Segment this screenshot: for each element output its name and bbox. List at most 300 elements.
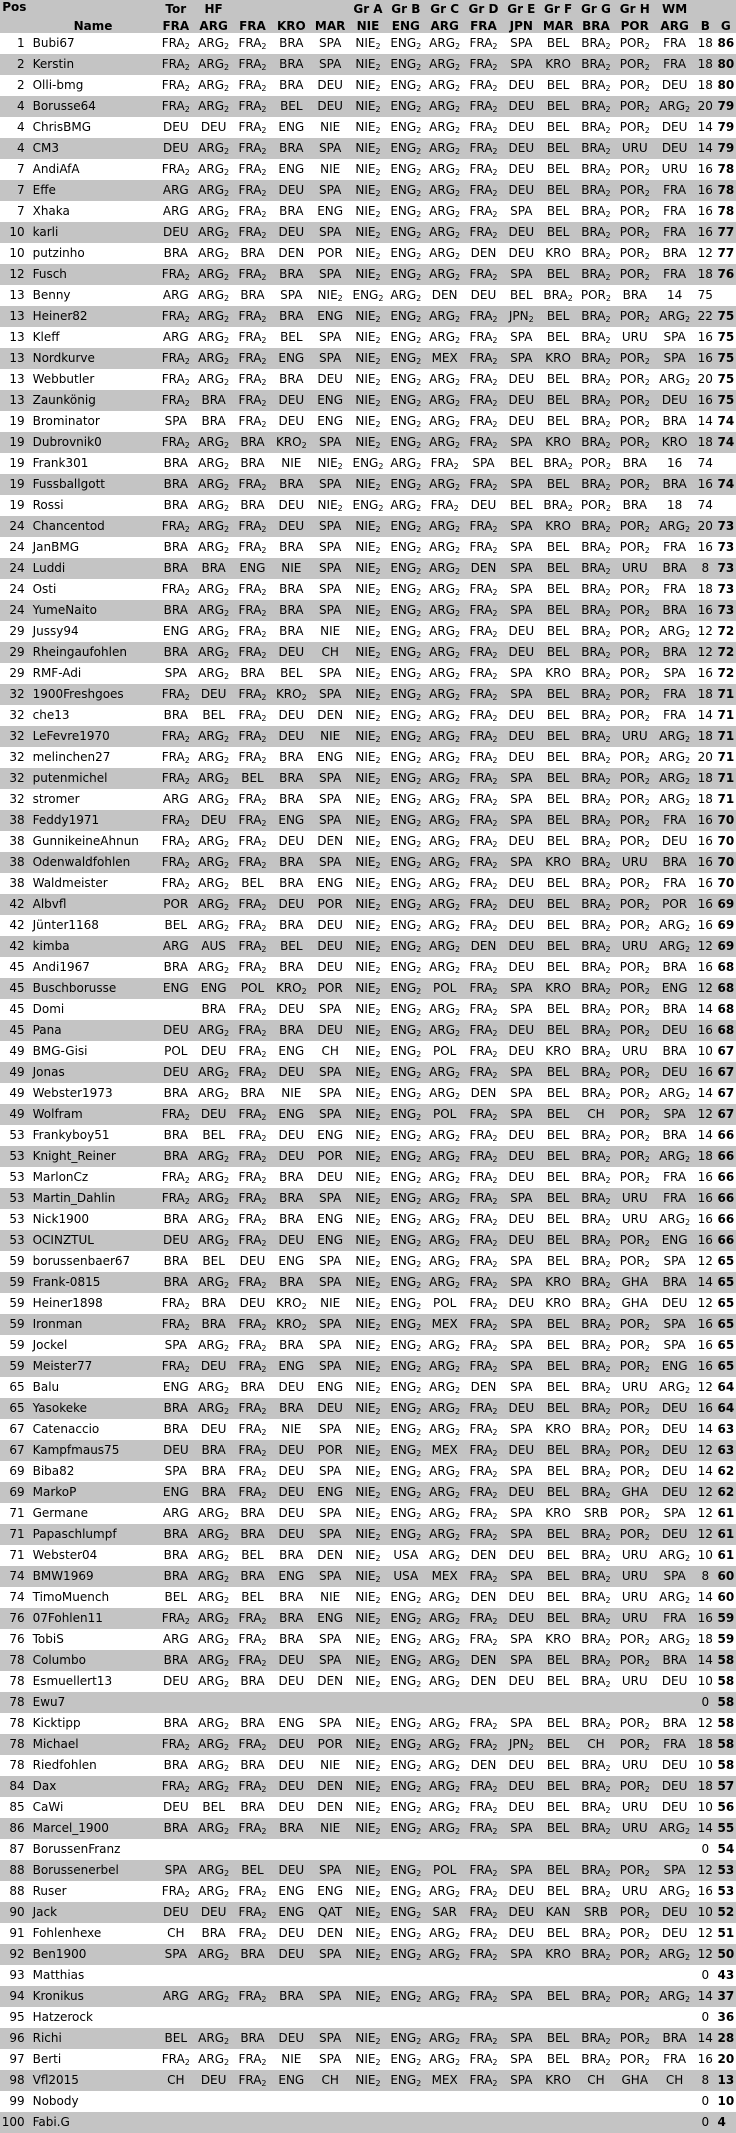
tip-cell: FRA2 xyxy=(464,1818,503,1839)
tip-cell: MEX xyxy=(425,348,464,369)
tip-cell: URU xyxy=(615,726,654,747)
tip-cell: $NIE_2$ xyxy=(350,789,387,810)
tip-cell: DEU xyxy=(272,1671,311,1692)
tip-cell: ARG xyxy=(157,285,194,306)
tip-cell: GHA xyxy=(615,1482,654,1503)
points-cell: 67 xyxy=(716,1083,736,1104)
table-row xyxy=(0,222,736,243)
bonus-cell: 74 xyxy=(695,453,715,474)
tip-cell: $NIE_2$ xyxy=(350,768,387,789)
tip-cell: $FRA_2$ xyxy=(464,54,503,75)
tip-cell: BRA2 xyxy=(577,1566,616,1587)
tip-cell: $ARG_2$ xyxy=(194,1020,233,1041)
points-cell: 80 xyxy=(716,75,736,96)
table-row xyxy=(0,306,736,327)
tip-cell: DEU xyxy=(503,222,540,243)
tip-cell: $ARG_2$ xyxy=(425,516,464,537)
tip-cell: $POR_2$ xyxy=(615,1125,654,1146)
points-cell: 70 xyxy=(716,852,736,873)
bonus-cell: 20 xyxy=(695,96,715,117)
tip-cell: SPA xyxy=(503,1377,540,1398)
tip-cell: BEL xyxy=(540,1671,577,1692)
tip-cell: DEU xyxy=(233,1293,272,1314)
tip-cell: $ARG_2$ xyxy=(425,306,464,327)
tip-cell: $NIE_2$ xyxy=(350,474,387,495)
tip-cell: $FRA_2$ xyxy=(157,873,194,894)
tip-cell: $FRA_2$ xyxy=(464,789,503,810)
bonus-cell: 0 xyxy=(695,2112,715,2133)
points-cell: 56 xyxy=(716,1797,736,1818)
table-row xyxy=(0,705,736,726)
tip-cell: MEX xyxy=(425,1440,464,1461)
tip-cell: BRA xyxy=(615,495,654,516)
tip-cell: SPA xyxy=(503,600,540,621)
tip-cell: $FRA_2$ xyxy=(464,369,503,390)
tip-cell: DEU xyxy=(194,1104,233,1125)
tip-cell: $FRA_2$ xyxy=(233,684,272,705)
tip-cell xyxy=(194,2112,233,2133)
tip-cell: BEL xyxy=(233,1545,272,1566)
tip-cell: SPA xyxy=(311,999,350,1020)
tip-cell: $ENG_2$ xyxy=(386,96,425,117)
tip-cell: BRA xyxy=(157,537,194,558)
tip-cell: $FRA_2$ xyxy=(157,768,194,789)
tip-cell: $BRA_2$ xyxy=(540,495,577,516)
tip-cell: BEL xyxy=(540,117,577,138)
tip-cell: SPA xyxy=(654,1335,695,1356)
tip-cell: DEN xyxy=(464,1671,503,1692)
table-row xyxy=(0,2049,736,2070)
tip-cell: SPA xyxy=(503,663,540,684)
tip-cell: BEL xyxy=(540,1881,577,1902)
tip-cell xyxy=(233,2091,272,2112)
tip-cell: BRA xyxy=(233,495,272,516)
points-cell: 75 xyxy=(716,348,736,369)
pos-cell: 100 xyxy=(0,2112,29,2133)
tip-cell: DEU xyxy=(311,369,350,390)
bonus-cell: 12 xyxy=(695,621,715,642)
tip-cell: DEU xyxy=(157,117,194,138)
tip-cell: SPA xyxy=(311,516,350,537)
tip-cell: $ENG_2$ xyxy=(386,1272,425,1293)
table-row xyxy=(0,768,736,789)
tip-cell: $NIE_2$ xyxy=(311,453,350,474)
tip-cell: BRA xyxy=(272,1545,311,1566)
tip-cell: ENG xyxy=(272,1041,311,1062)
points-cell: 62 xyxy=(716,1461,736,1482)
bonus-cell: 16 xyxy=(695,2049,715,2070)
tip-cell: ENG xyxy=(311,1377,350,1398)
tip-cell: $NIE_2$ xyxy=(350,957,387,978)
tip-cell: $ARG_2$ xyxy=(654,369,695,390)
tip-cell: $ENG_2$ xyxy=(386,810,425,831)
tip-cell: BRA xyxy=(272,306,311,327)
tip-cell: DEU xyxy=(503,1230,540,1251)
tip-cell: ENG2 xyxy=(386,1608,425,1629)
bonus-cell: 20 xyxy=(695,516,715,537)
tip-cell: ENG2 xyxy=(386,1734,425,1755)
tip-cell: BRA xyxy=(233,1713,272,1734)
table-row xyxy=(0,432,736,453)
tip-cell: URU xyxy=(615,138,654,159)
points-cell: 54 xyxy=(716,1839,736,1860)
tip-cell: DEU xyxy=(194,117,233,138)
tip-cell: SPA xyxy=(503,789,540,810)
table-row xyxy=(0,621,736,642)
bonus-cell: 16 xyxy=(695,222,715,243)
tip-cell: $FRA_2$ xyxy=(157,369,194,390)
tip-cell: $FRA_2$ xyxy=(233,537,272,558)
tip-cell: BEL xyxy=(157,915,194,936)
tip-cell: BRA xyxy=(272,621,311,642)
tip-cell: BEL xyxy=(540,915,577,936)
tip-cell: DEU xyxy=(503,894,540,915)
pos-cell: 19 xyxy=(0,411,29,432)
tip-cell: SPA xyxy=(503,1461,540,1482)
tip-cell: POR2 xyxy=(615,1524,654,1545)
tip-cell: FRA2 xyxy=(233,1482,272,1503)
tip-cell: $FRA_2$ xyxy=(233,1272,272,1293)
table-row xyxy=(0,264,736,285)
tip-cell: $ARG_2$ xyxy=(194,1335,233,1356)
tip-cell: SPA xyxy=(654,348,695,369)
tip-cell xyxy=(311,1965,350,1986)
name-cell: Pana xyxy=(29,1020,158,1041)
tip-cell: FRA2 xyxy=(233,1734,272,1755)
tip-cell: MEX xyxy=(425,1314,464,1335)
tip-cell: $FRA_2$ xyxy=(233,348,272,369)
points-cell: 43 xyxy=(716,1965,736,1986)
tip-cell: POR2 xyxy=(615,1986,654,2007)
tip-cell: $ARG_2$ xyxy=(386,285,425,306)
tip-cell: $ARG_2$ xyxy=(194,453,233,474)
pos-cell: 71 xyxy=(0,1503,29,1524)
tip-cell: FRA2 xyxy=(464,1881,503,1902)
tip-cell: ARG2 xyxy=(194,1734,233,1755)
tip-cell: BRA xyxy=(157,1566,194,1587)
tip-cell: DEU xyxy=(503,369,540,390)
tip-cell: ARG2 xyxy=(194,1545,233,1566)
points-cell: 77 xyxy=(716,222,736,243)
tip-cell: POL xyxy=(157,1041,194,1062)
tip-cell: USA xyxy=(386,1545,425,1566)
tip-cell: BEL xyxy=(540,957,577,978)
pos-cell: 4 xyxy=(0,138,29,159)
tip-cell: SPA xyxy=(654,1314,695,1335)
points-cell: 75 xyxy=(716,390,736,411)
name-cell: YumeNaito xyxy=(29,600,158,621)
tip-cell: $FRA_2$ xyxy=(464,1398,503,1419)
tip-cell: NIE2 xyxy=(350,1566,387,1587)
tip-cell: $FRA_2$ xyxy=(233,180,272,201)
bonus-cell: 14 xyxy=(695,1125,715,1146)
tip-cell: DEU xyxy=(503,1209,540,1230)
tip-cell: SPA xyxy=(503,54,540,75)
tip-cell: $FRA_2$ xyxy=(157,159,194,180)
name-cell: Michael xyxy=(29,1734,158,1755)
tip-cell: DEU xyxy=(194,1419,233,1440)
tip-cell: $FRA_2$ xyxy=(157,96,194,117)
tip-cell xyxy=(386,1692,425,1713)
tip-cell: $FRA_2$ xyxy=(157,348,194,369)
tip-cell: DEU xyxy=(272,1230,311,1251)
table-row xyxy=(0,1398,736,1419)
tip-cell: POR2 xyxy=(615,2049,654,2070)
tip-cell: POR2 xyxy=(615,1902,654,1923)
bonus-cell: 14 xyxy=(695,1986,715,2007)
tip-cell: BEL xyxy=(540,411,577,432)
points-cell: 58 xyxy=(716,1671,736,1692)
bonus-cell: 0 xyxy=(695,1965,715,1986)
points-cell: 65 xyxy=(716,1272,736,1293)
table-row xyxy=(0,747,736,768)
points-cell: 61 xyxy=(716,1503,736,1524)
name-cell: putzinho xyxy=(29,243,158,264)
tip-cell: BRA2 xyxy=(577,1650,616,1671)
tip-cell: $ENG_2$ xyxy=(386,537,425,558)
tip-cell: $BRA_2$ xyxy=(577,621,616,642)
tip-cell: $NIE_2$ xyxy=(350,621,387,642)
tip-cell: $NIE_2$ xyxy=(350,1230,387,1251)
tip-cell: BRA xyxy=(157,957,194,978)
tip-cell: SPA xyxy=(503,1650,540,1671)
name-cell: MarkoP xyxy=(29,1482,158,1503)
tip-cell: $FRA_2$ xyxy=(233,894,272,915)
tip-cell: BRA2 xyxy=(577,1860,616,1881)
tip-cell xyxy=(157,1965,194,1986)
tip-cell: FRA2 xyxy=(233,2070,272,2091)
tip-cell: BRA xyxy=(157,1713,194,1734)
tip-cell: BRA xyxy=(272,1209,311,1230)
tip-cell: $FRA_2$ xyxy=(464,390,503,411)
tip-cell: $BRA_2$ xyxy=(577,1188,616,1209)
header-top-cell: Gr G xyxy=(577,0,616,16)
name-cell: Heiner1898 xyxy=(29,1293,158,1314)
tip-cell xyxy=(615,2091,654,2112)
bonus-cell: 0 xyxy=(695,2091,715,2112)
tip-cell: BEL xyxy=(540,1734,577,1755)
tip-cell: $ARG_2$ xyxy=(425,1020,464,1041)
tip-cell xyxy=(464,1839,503,1860)
tip-cell: $POR_2$ xyxy=(615,306,654,327)
tip-cell: $ARG_2$ xyxy=(425,1209,464,1230)
tip-cell: SPA xyxy=(503,852,540,873)
tip-cell: $BRA_2$ xyxy=(577,180,616,201)
tip-cell: $JPN_2$ xyxy=(503,306,540,327)
points-cell: 67 xyxy=(716,1062,736,1083)
tip-cell: $FRA_2$ xyxy=(464,705,503,726)
tip-cell: $ARG_2$ xyxy=(194,1377,233,1398)
tip-cell: ENG xyxy=(272,1881,311,1902)
tip-cell: $ENG_2$ xyxy=(386,201,425,222)
header-bottom-cell: G xyxy=(716,16,736,33)
tip-cell: BRA xyxy=(157,1650,194,1671)
tip-cell: $POR_2$ xyxy=(615,264,654,285)
tip-cell: USA xyxy=(386,1566,425,1587)
tip-cell: FRA2 xyxy=(233,2049,272,2070)
tip-cell: BRA xyxy=(157,1524,194,1545)
tip-cell: $ARG_2$ xyxy=(194,789,233,810)
tip-cell xyxy=(503,2007,540,2028)
tip-cell: ENG xyxy=(272,1104,311,1125)
tip-cell: $FRA_2$ xyxy=(233,1020,272,1041)
tip-cell: DEU xyxy=(272,1146,311,1167)
points-cell: 68 xyxy=(716,957,736,978)
points-cell: 58 xyxy=(716,1650,736,1671)
table-row xyxy=(0,1818,736,1839)
tip-cell: SPA xyxy=(157,1860,194,1881)
tip-cell: $NIE_2$ xyxy=(350,1146,387,1167)
tip-cell: SPA xyxy=(503,432,540,453)
tip-cell: $ARG_2$ xyxy=(194,180,233,201)
tip-cell: NIE2 xyxy=(350,1713,387,1734)
tip-cell: $FRA_2$ xyxy=(464,768,503,789)
tip-cell: DEU xyxy=(503,831,540,852)
tip-cell: FRA xyxy=(654,222,695,243)
tip-cell: $ARG_2$ xyxy=(194,957,233,978)
tip-cell: $ARG_2$ xyxy=(654,726,695,747)
tip-cell: ARG xyxy=(157,180,194,201)
tip-cell: $NIE_2$ xyxy=(350,1167,387,1188)
tip-cell: FRA2 xyxy=(464,1461,503,1482)
tip-cell: ARG2 xyxy=(194,2028,233,2049)
tip-cell: BRA2 xyxy=(577,2049,616,2070)
tip-cell: $POR_2$ xyxy=(615,516,654,537)
tip-cell: DEU xyxy=(654,1797,695,1818)
tip-cell: BRA xyxy=(615,285,654,306)
table-row xyxy=(0,1692,736,1713)
header-bottom-cell: ARG xyxy=(654,16,695,33)
tip-cell: $NIE_2$ xyxy=(350,1209,387,1230)
tip-cell: SPA xyxy=(503,1314,540,1335)
tip-cell: $ARG_2$ xyxy=(425,894,464,915)
tip-cell: $FRA_2$ xyxy=(464,1293,503,1314)
tip-cell: $FRA_2$ xyxy=(233,579,272,600)
name-cell: CaWi xyxy=(29,1797,158,1818)
tip-cell: BEL xyxy=(540,1167,577,1188)
tip-cell: $POR_2$ xyxy=(615,1062,654,1083)
tip-cell: $NIE_2$ xyxy=(311,285,350,306)
tip-cell xyxy=(425,2091,464,2112)
tip-cell: DEU xyxy=(503,726,540,747)
pos-cell: 24 xyxy=(0,558,29,579)
tip-cell: BEL xyxy=(540,1398,577,1419)
tip-cell: ENG2 xyxy=(386,1776,425,1797)
table-row xyxy=(0,411,736,432)
tip-cell: NIE xyxy=(311,1755,350,1776)
pos-cell: 67 xyxy=(0,1440,29,1461)
tip-cell: $ENG_2$ xyxy=(386,1041,425,1062)
tip-cell: NIE xyxy=(311,1587,350,1608)
points-cell: 65 xyxy=(716,1356,736,1377)
name-cell: Ben1900 xyxy=(29,1944,158,1965)
tip-cell: 18 xyxy=(654,495,695,516)
tip-cell: BRA2 xyxy=(577,1461,616,1482)
tip-cell: $ARG_2$ xyxy=(425,201,464,222)
tip-cell: DEU xyxy=(272,390,311,411)
tip-cell: BRA xyxy=(194,1440,233,1461)
pos-cell: 19 xyxy=(0,495,29,516)
header-bottom-cell: B xyxy=(695,16,715,33)
points-cell: 66 xyxy=(716,1209,736,1230)
tip-cell: $FRA_2$ xyxy=(233,1125,272,1146)
tip-cell: $FRA_2$ xyxy=(464,411,503,432)
tip-cell: NIE xyxy=(272,558,311,579)
tip-cell xyxy=(386,2091,425,2112)
tip-cell: BRA xyxy=(654,558,695,579)
tip-cell xyxy=(464,2007,503,2028)
tip-cell: BRA xyxy=(654,957,695,978)
tip-cell: DEN xyxy=(464,1587,503,1608)
tip-cell: DEU xyxy=(272,1440,311,1461)
tip-cell: DEU xyxy=(272,726,311,747)
tip-cell: $ARG_2$ xyxy=(425,33,464,54)
tip-cell: BRA xyxy=(272,1335,311,1356)
points-cell: 67 xyxy=(716,1104,736,1125)
tip-cell: $NIE_2$ xyxy=(350,1293,387,1314)
name-cell: Nick1900 xyxy=(29,1209,158,1230)
tip-cell: ENG2 xyxy=(386,1902,425,1923)
tip-cell: FRA2 xyxy=(233,1440,272,1461)
pos-cell: 10 xyxy=(0,222,29,243)
tip-cell: SPA xyxy=(503,1356,540,1377)
tip-cell: BRA xyxy=(272,138,311,159)
tip-cell: DEU xyxy=(272,516,311,537)
tip-cell xyxy=(503,2112,540,2133)
tip-cell: ARG2 xyxy=(194,1713,233,1734)
table-row xyxy=(0,1608,736,1629)
tip-cell: $BRA_2$ xyxy=(577,96,616,117)
tip-cell: BEL xyxy=(540,1608,577,1629)
tip-cell: BRA xyxy=(157,1272,194,1293)
tip-cell: SPA xyxy=(503,264,540,285)
tip-cell: $NIE_2$ xyxy=(350,1020,387,1041)
tip-cell: $ARG_2$ xyxy=(194,201,233,222)
tip-cell: $NIE_2$ xyxy=(350,33,387,54)
tip-cell: FRA xyxy=(654,180,695,201)
tip-cell: $ARG_2$ xyxy=(425,96,464,117)
header-bottom-cell: JPN xyxy=(503,16,540,33)
tip-cell: BEL xyxy=(540,390,577,411)
tip-cell: $NIE_2$ xyxy=(350,306,387,327)
tip-cell: KRO xyxy=(540,1944,577,1965)
bonus-cell: 14 xyxy=(695,705,715,726)
tip-cell: $ARG_2$ xyxy=(194,264,233,285)
tip-cell: SPA xyxy=(503,474,540,495)
table-row xyxy=(0,1335,736,1356)
points-cell: 65 xyxy=(716,1251,736,1272)
bonus-cell: 75 xyxy=(695,285,715,306)
points-cell: 71 xyxy=(716,726,736,747)
table-row xyxy=(0,1755,736,1776)
tip-cell: SPA xyxy=(311,348,350,369)
tip-cell: URU xyxy=(615,558,654,579)
bonus-cell: 12 xyxy=(695,1713,715,1734)
tip-cell: NIE xyxy=(311,621,350,642)
tip-cell: SPA xyxy=(503,348,540,369)
bonus-cell: 14 xyxy=(695,1818,715,1839)
tip-cell: SPA xyxy=(503,1713,540,1734)
tip-cell: $FRA_2$ xyxy=(464,117,503,138)
tip-cell: BRA xyxy=(272,1272,311,1293)
tip-cell: $FRA_2$ xyxy=(464,810,503,831)
tip-cell: FRA2 xyxy=(233,1776,272,1797)
bonus-cell: 18 xyxy=(695,33,715,54)
tip-cell: $ARG_2$ xyxy=(194,1062,233,1083)
tip-cell: FRA2 xyxy=(233,1818,272,1839)
name-cell: melinchen27 xyxy=(29,747,158,768)
tip-cell: $ENG_2$ xyxy=(386,411,425,432)
